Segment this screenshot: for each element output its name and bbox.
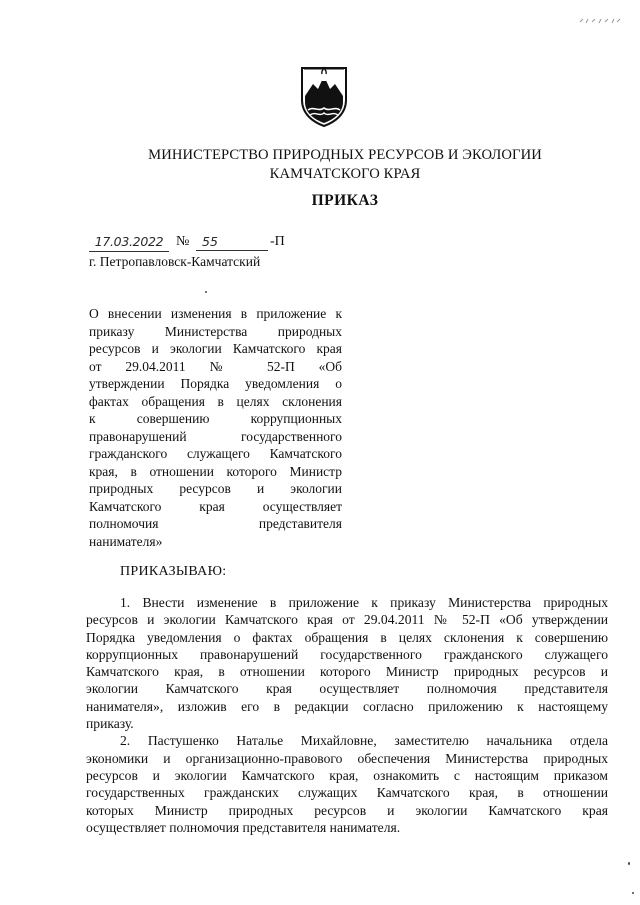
subject-line: утверждении Порядка уведомления о <box>89 376 342 391</box>
body-line: Порядка уведомления о фактах обращения в целях склонения к совершению <box>86 629 608 645</box>
body-line: ресурсов и экологии Камчатского края, ознакомить с настоящим приказом <box>86 767 608 783</box>
subject-line: края, в отношении которого Министр <box>89 463 342 479</box>
body-line: приказу. <box>86 716 134 732</box>
number-sign: № <box>176 234 190 249</box>
subject-line: фактах обращения в целях склонения <box>89 393 342 409</box>
body-line: коррупционных правонарушений государственного гражданского служащего <box>86 646 608 662</box>
body-line: государственных гражданских служащих Камчатского края, в отношении <box>86 785 608 801</box>
body-line: осуществляет полномочия представителя нанимателя. <box>86 819 401 835</box>
subject-line: к совершению коррупционных <box>89 411 342 426</box>
body-line: Камчатского края, в отношении которого Министр природных ресурсов и <box>86 664 608 680</box>
subject-line: правонарушений государственного <box>89 428 342 444</box>
subject-line: природных ресурсов и экологии <box>89 481 342 496</box>
subject-line: приказу Министерства природных <box>89 323 342 339</box>
kamchatka-coat-of-arms-icon <box>299 66 349 128</box>
decree-word: ПРИКАЗЫВАЮ: <box>120 564 227 579</box>
subject-line: гражданского служащего Камчатского <box>89 446 342 461</box>
subject-line: нанимателя» <box>89 533 163 549</box>
order-body <box>86 594 608 836</box>
ministry-name-line-1: МИНИСТЕРСТВО ПРИРОДНЫХ РЕСУРСОВ И ЭКОЛОГИИ <box>148 147 542 163</box>
order-date-number-line <box>89 234 349 256</box>
ministry-name-line-2: КАМЧАТСКОГО КРАЯ <box>269 166 421 182</box>
order-subject <box>89 305 342 550</box>
order-date-handwritten: 17.03.2022 <box>89 234 169 252</box>
subject-line: ресурсов и экологии Камчатского края <box>89 341 342 356</box>
order-number-suffix: -П <box>270 234 285 249</box>
subject-line: Камчатского края осуществляет <box>89 498 342 514</box>
scan-speck <box>628 862 630 865</box>
scan-speck <box>632 892 634 894</box>
body-line: которых Министр природных ресурсов и экологии Камчатского края <box>86 802 608 818</box>
subject-line: О внесении изменения в приложение к <box>89 306 342 321</box>
body-line: нанимателя», изложив его в редакции согласно приложению к настоящему <box>86 698 608 714</box>
order-title: ПРИКАЗ <box>311 192 379 209</box>
city-line: г. Петропавловск-Камчатский <box>89 254 261 269</box>
body-line: экономики и организационно-правового обеспечения Министерства природных <box>86 750 608 766</box>
body-line: ресурсов и экологии Камчатского края от 29.04.2011 № 52-П «Об утверждении <box>86 612 608 628</box>
subject-line: от 29.04.2011 № 52-П «Об <box>89 358 342 374</box>
ministry-name <box>60 146 630 184</box>
subject-line: полномочия представителя <box>89 516 342 531</box>
scan-speck <box>205 291 207 293</box>
body-line: 2. Пастушенко Наталье Михайловне, заместителю начальника отдела <box>120 733 608 749</box>
body-line: 1. Внести изменение в приложение к приказу Министерства природных <box>120 595 608 610</box>
body-line: экологии Камчатского края осуществляет полномочия представителя <box>86 681 608 697</box>
scan-artifact-icon <box>578 14 622 30</box>
order-number-handwritten: 55 <box>196 234 268 251</box>
